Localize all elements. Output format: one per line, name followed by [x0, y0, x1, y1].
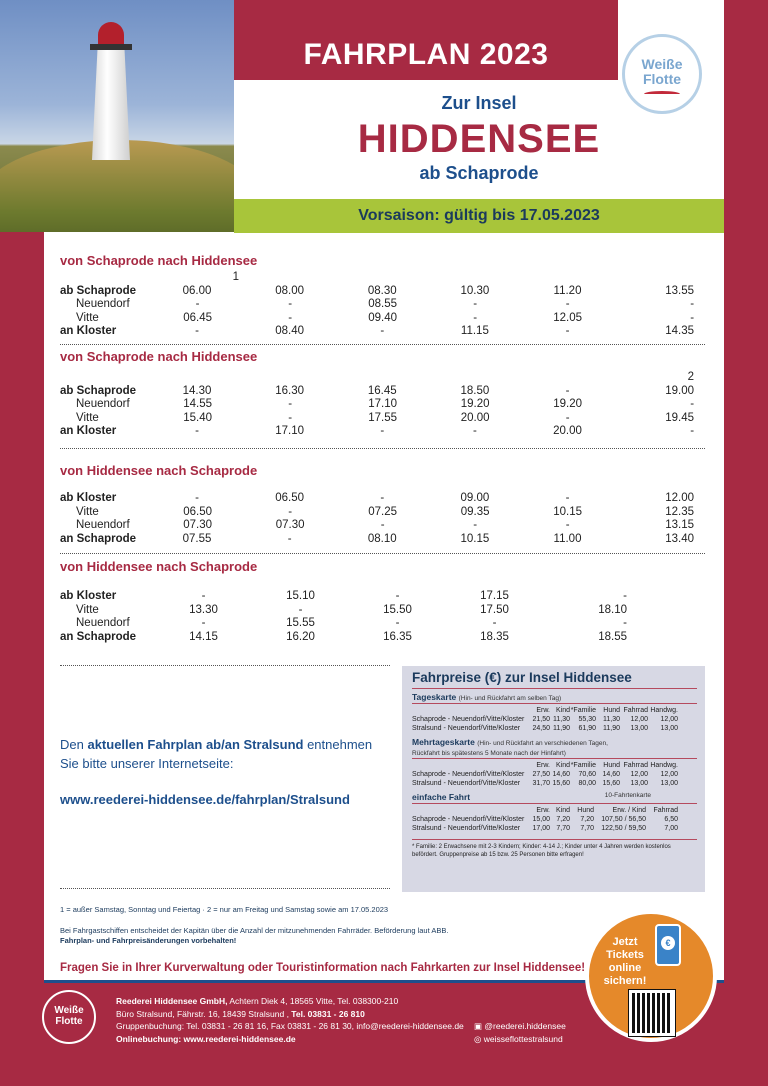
- qr-code[interactable]: [629, 990, 675, 1036]
- page-title: FAHRPLAN 2023: [303, 38, 549, 71]
- timetable-2: von Schaprode nach Hiddensee 2 ab Schaprode 14.30 16.30 16.45 18.50 - 19.00 Neuendorf 14.55 - 17.10 19.20 19.20 - Vitte 15.40 - 17.55 20.00 - 19.45 an Kloster - 17.10 - - 20.00 -: [60, 349, 695, 437]
- weisse-flotte-logo: Weiße Flotte: [622, 34, 702, 114]
- stralsund-info: Den aktuellen Fahrplan ab/an Stralsund entnehmen Sie bitte unserer Internetseite:: [60, 737, 373, 771]
- footnote: 1 = außer Samstag, Sonntag und Feiertag · 2 = nur am Freitag und Samstag sowie am 17.05.2023: [60, 905, 389, 914]
- price-table: Fahrpreise (€) zur Insel Hiddensee Tageskarte (Hin- und Rückfahrt am selben Tag) Erw. Kind *Familie Hund Fahrrad Handwg. Schaprode - Neuendorf/Vitte/Kloster 21,50 11,30 55,30 11,30 12,00 12,00 Stralsund - Neuendorf/Vitte/Kloster 24,50 11,90 61,90 11,90 13,00 13,00 Mehrtageskarte (Hin- und Rückfahrt an verschiedenen Tagen, Rückfahrt bis spätestens 5 Monate nach der Hinfahrt) Erw. Kind *Familie Hund Fahrrad Handwg. Schaprode - Neuendorf/Vitte/Kloster 27,50 14,60 70,60 14,60 12,00 12,00 Stralsund - Neuendorf/Vitte/Kloster 31,70 15,60 80,00 15,60 13,00 13,00 einfache Fahrt 10-Fahrtenkarte Erw. Kind Hund Erw. / Kind Fahrrad Schaprode - Neuendorf/Vitte/Kloster 15,00 7,20 7,20 107,50 / 56,50 6,50 Stralsund - Neuendorf/Vitte/Kloster 17,00 7,70 7,70 122,50 / 59,50 7,00 * Familie: 2 Erwachsene mit 2-3 Kindern; Kinder: 4-14 J.; Kinder unter 4 Jahren werden kostenlos befördert. Gruppenpreise ab 15 bzw. 25 Personen bitte erfragen!: [402, 666, 705, 892]
- season-banner: Vorsaison: gültig bis 17.05.2023: [234, 199, 724, 233]
- ticket-hint: Fragen Sie in Ihrer Kurverwaltung oder Touristinformation nach Fahrkarten zur Insel Hiddensee!: [60, 962, 586, 974]
- destination-prefix: Zur Insel: [441, 93, 517, 113]
- euro-coin-icon: €: [661, 936, 675, 950]
- note-row: 1: [232, 271, 239, 283]
- destination-title: HIDDENSEE: [357, 117, 601, 161]
- instagram-icon: ◎: [474, 1034, 482, 1044]
- footer-logo: Weiße Flotte: [42, 990, 96, 1044]
- lighthouse-photo: [0, 0, 234, 232]
- timetable-3: von Hiddensee nach Schaprode ab Kloster - 06.50 - 09.00 - 12.00 Vitte 06.50 - 07.25 09.35 10.15 12.35 Neuendorf 07.30 07.30 - - - 13.15 an Schaprode 07.55 - 08.10 10.15 11.00 13.40: [60, 463, 695, 545]
- timetable-1: von Schaprode nach Hiddensee 1 ab Schaprode 06.00 08.00 08.30 10.30 11.20 13.55 Neuendorf - - 08.55 - - - Vitte 06.45 - 09.40 - 12.05 - an Kloster - 08.40 - 11.15 - 14.35: [60, 253, 710, 339]
- footer-address: Reederei Hiddensee GmbH, Achtern Diek 4, 18565 Vitte, Tel. 038300-210 Büro Stralsund, Fährstr. 16, 18439 Stralsund , Tel. 03831 - 26 810 Gruppenbuchung: Tel. 03831 - 26 81 16, Fax 03831 - 26 81 30, info@reederei-hiddensee.de Onlinebuchung: www.reederei-hiddensee.de: [116, 996, 464, 1044]
- social-links: ▣ @reederei.hiddensee ◎ weisseflottestralsund: [474, 1021, 566, 1044]
- timetable-4: von Hiddensee nach Schaprode ab Kloster - 15.10 - 17.15 - Vitte 13.30 - 15.50 17.50 18.10 Neuendorf - 15.55 - - - an Schaprode 14.15 16.20 16.35 18.35 18.55: [60, 559, 627, 643]
- stralsund-link[interactable]: www.reederei-hiddensee.de/fahrplan/Stralsund: [60, 792, 350, 807]
- departure-subtitle: ab Schaprode: [419, 163, 539, 183]
- facebook-icon: ▣: [474, 1021, 483, 1031]
- online-ticket-badge[interactable]: Jetzt Tickets online sichern! €: [585, 910, 717, 1042]
- disclaimer: Bei Fahrgastschiffen entscheidet der Kapitän über die Anzahl der mitzunehmenden Fahrräder. Beförderung laut ABB. Fahrplan- und Fahrpreisänderungen vorbehalten!: [60, 926, 449, 945]
